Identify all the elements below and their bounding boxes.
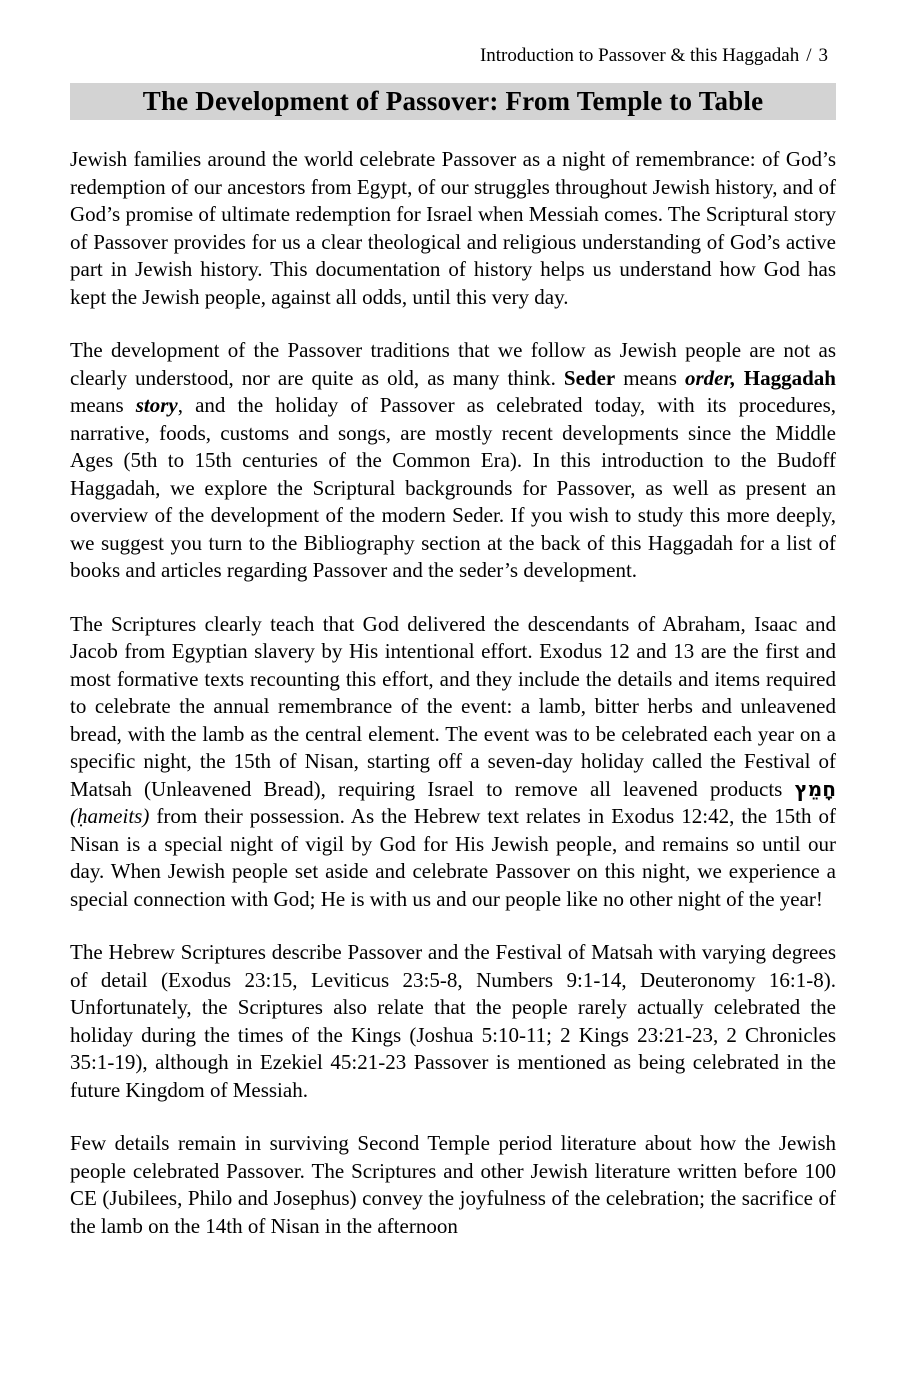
text-segment: Few details remain in surviving Second Temple period literature about how the Jewish people celebrated Passover. The Scriptures and other Jewish literature written before 100 CE (Jubilees, Philo and Josephus) convey the joyfulness of the celebration; the sacrifice of the lamb on the 14th of Nisan in the afternoon xyxy=(70,1131,836,1238)
text-segment: from their possession. As the Hebrew text relates in Exodus 12:42, the 15th of Nisan is a special night of vigil by God for His Jewish people, and remains so until our day. When Jewish people set aside and celebrate Passover on this night, we experience a special connection with God; He is with us and our people like no other night of the year! xyxy=(70,804,836,911)
text-segment: , and the holiday of Passover as celebrated today, with its procedures, narrative, foods, customs and songs, are mostly recent developments since the Middle Ages (5th to 15th centuries of the Common Era). In this introduction to the Budoff Haggadah, we explore the Scriptural backgrounds for Passover, as well as present an overview of the development of the modern Seder. If you wish to study this more deeply, we suggest you turn to the Bibliography section at the back of this Haggadah for a list of books and articles regarding Passover and the seder’s development. xyxy=(70,393,836,582)
text-segment: Seder xyxy=(563,365,616,390)
hebrew-word: חָמֵץ xyxy=(794,776,836,801)
text-segment: The development of the Passover traditions that we follow as Jewish people are not as clearly understood, nor are quite as old, as many think. xyxy=(70,338,836,390)
paragraph xyxy=(70,146,836,311)
body-text xyxy=(70,146,836,1240)
text-segment: The Scriptures clearly teach that God delivered the descendants of Abraham, Isaac and Jacob from Egyptian slavery by His intentional effort. Exodus 12 and 13 are the first and most formative texts recounting this effort, and they include the details and items required to celebrate the annual remembrance of the event: a lamb, bitter herbs and unleavened bread, with the lamb as the central element. The event was to be celebrated each year on a specific night, the 15th of Nisan, starting off a seven-day holiday called the Festival of Matsah (Unleavened Bread), requiring Israel to remove all leavened products xyxy=(70,611,836,801)
text-segment xyxy=(736,366,744,390)
text-segment: (ḥameits) xyxy=(70,804,150,828)
paragraph xyxy=(70,337,836,585)
running-title: Introduction to Passover & this Haggadah xyxy=(479,45,800,66)
section-title: The Development of Passover: From Temple to Table xyxy=(142,86,764,116)
header-separator: / xyxy=(806,45,812,66)
text-segment: order, xyxy=(684,365,736,390)
text-segment: story xyxy=(135,393,178,417)
page-number: 3 xyxy=(818,45,828,66)
paragraph xyxy=(70,611,836,914)
text-segment: The Hebrew Scriptures describe Passover and the Festival of Matsah with varying degrees of detail (Exodus 23:15, Leviticus 23:5-8, Numbers 9:1-14, Deuteronomy 16:1-8). Unfortunately, the Scriptures also relate that the people rarely actually celebrated the holiday during the times of the Kings (Joshua 5:10-11; 2 Kings 23:21-23, 2 Chronicles 35:1-19), although in Ezekiel 45:21-23 Passover is mentioned as being celebrated in the future Kingdom of Messiah. xyxy=(70,940,836,1102)
paragraph xyxy=(70,1130,836,1240)
text-segment: Haggadah xyxy=(743,365,836,390)
page-header xyxy=(70,44,836,68)
text-segment: means xyxy=(615,365,685,390)
text-segment: Jewish families around the world celebrate Passover as a night of remembrance: of God’s redemption of our ancestors from Egypt, of our struggles throughout Jewish history, and of God’s promise of ultimate redemption for Israel when Messiah comes. The Scriptural story of Passover provides for us a clear theological and religious understanding of God’s active part in Jewish history. This documentation of history helps us understand how God has kept the Jewish people, against all odds, until this very day. xyxy=(70,147,836,309)
paragraph xyxy=(70,939,836,1104)
section-title-bar xyxy=(70,83,836,120)
text-segment: means xyxy=(70,393,136,417)
